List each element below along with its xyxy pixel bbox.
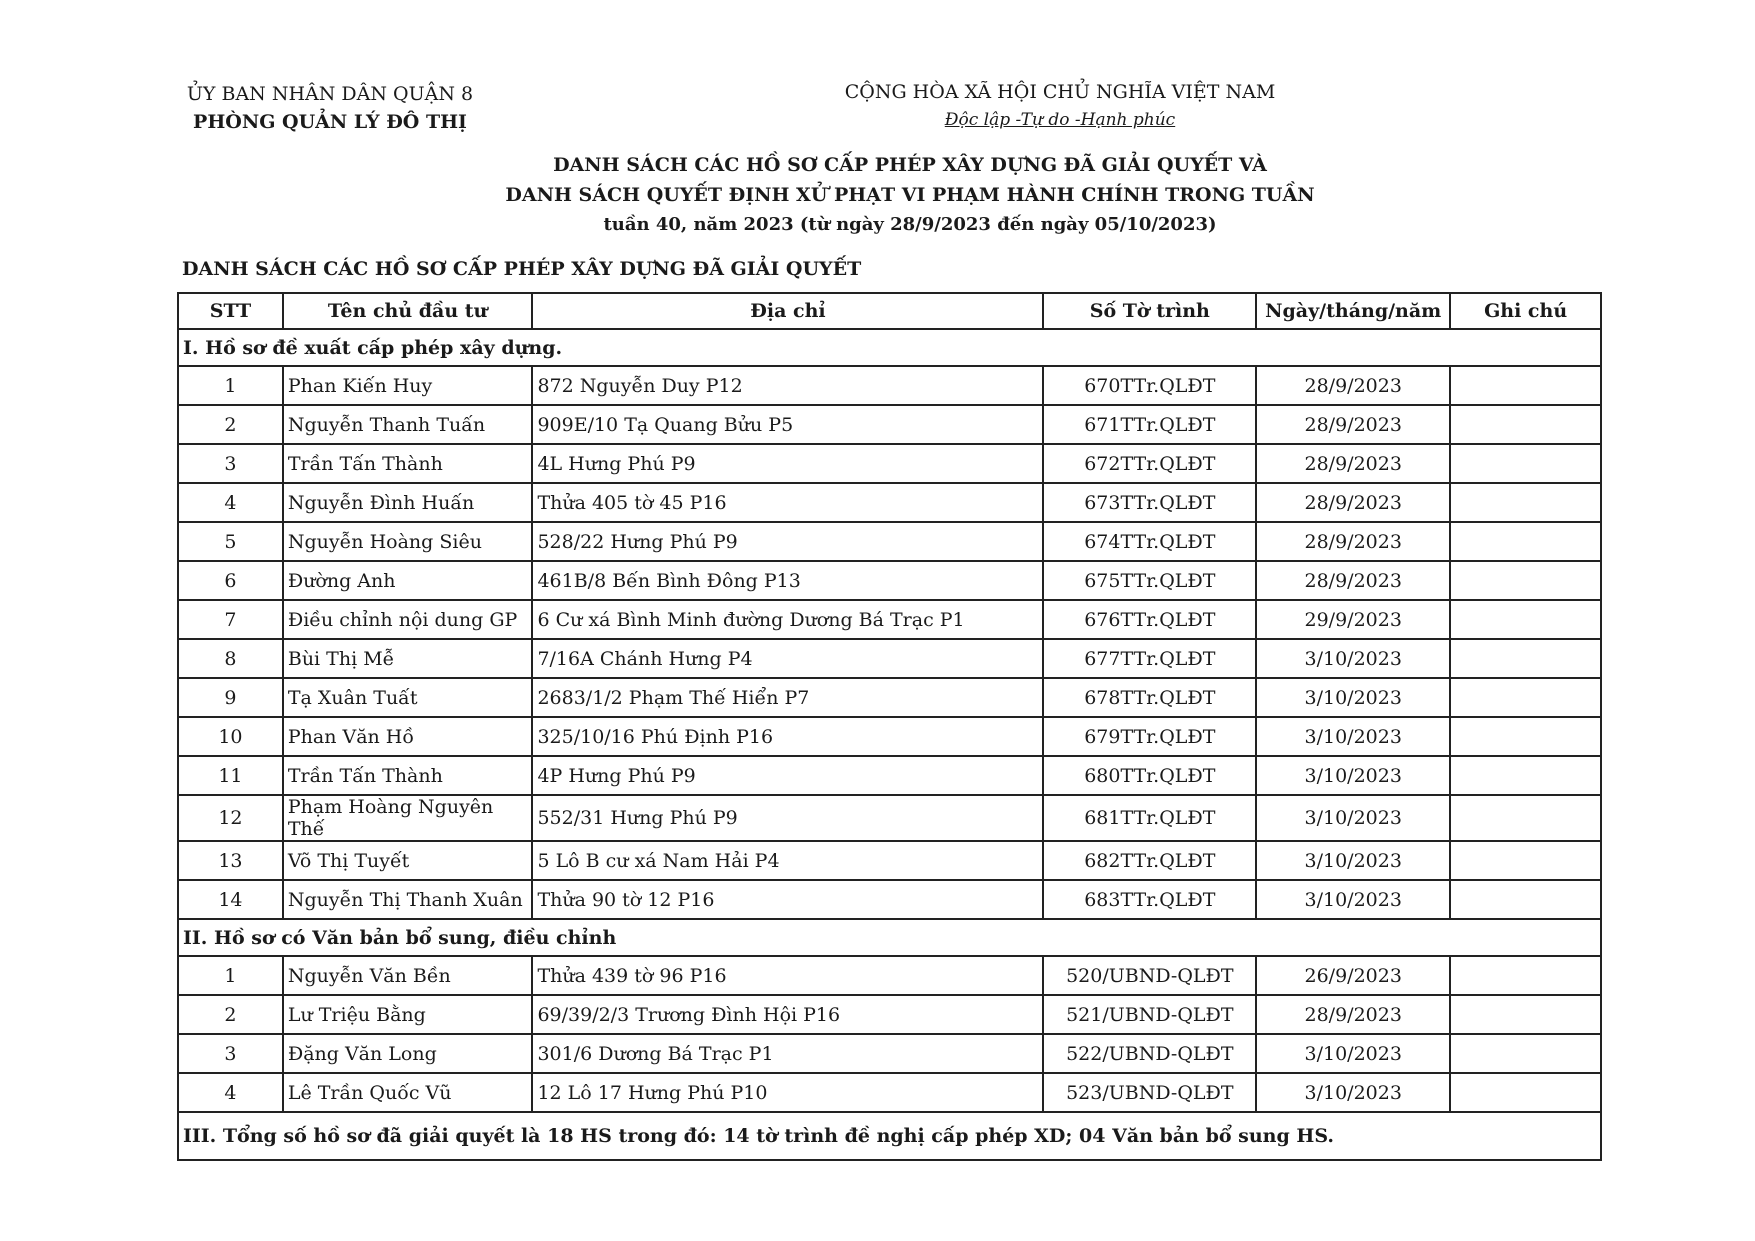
cell-stt: 3 bbox=[178, 1034, 283, 1073]
col-header-investor: Tên chủ đầu tư bbox=[283, 293, 533, 329]
cell-address: Thửa 405 tờ 45 P16 bbox=[532, 483, 1043, 522]
cell-stt: 7 bbox=[178, 600, 283, 639]
cell-investor: Nguyễn Đình Huấn bbox=[283, 483, 533, 522]
table-body bbox=[178, 329, 1601, 1160]
cell-note bbox=[1450, 756, 1601, 795]
title-line-2: DANH SÁCH QUYẾT ĐỊNH XỬ PHẠT VI PHẠM HÀNH CHÍNH TRONG TUẦN bbox=[505, 184, 1315, 206]
cell-submission-no: 675TTr.QLĐT bbox=[1043, 561, 1256, 600]
cell-date: 28/9/2023 bbox=[1256, 483, 1450, 522]
national-motto: Độc lập -Tự do -Hạnh phúc bbox=[944, 110, 1176, 130]
cell-address: Thửa 90 tờ 12 P16 bbox=[532, 880, 1043, 919]
cell-date: 3/10/2023 bbox=[1256, 756, 1450, 795]
cell-stt: 8 bbox=[178, 639, 283, 678]
cell-investor: Lư Triệu Bằng bbox=[283, 995, 533, 1034]
cell-investor: Võ Thị Tuyết bbox=[283, 841, 533, 880]
table-row bbox=[178, 956, 1601, 995]
cell-submission-no: 682TTr.QLĐT bbox=[1043, 841, 1256, 880]
table-row bbox=[178, 522, 1601, 561]
col-header-submission-no: Số Tờ trình bbox=[1043, 293, 1256, 329]
cell-address: 12 Lô 17 Hưng Phú P10 bbox=[532, 1073, 1043, 1112]
cell-stt: 4 bbox=[178, 483, 283, 522]
cell-submission-no: 522/UBND-QLĐT bbox=[1043, 1034, 1256, 1073]
cell-stt: 3 bbox=[178, 444, 283, 483]
col-header-date: Ngày/tháng/năm bbox=[1256, 293, 1450, 329]
national-header bbox=[820, 78, 1300, 134]
cell-investor: Phạm Hoàng Nguyên Thế bbox=[283, 795, 533, 841]
table-row bbox=[178, 1073, 1601, 1112]
cell-submission-no: 523/UBND-QLĐT bbox=[1043, 1073, 1256, 1112]
cell-investor: Bùi Thị Mễ bbox=[283, 639, 533, 678]
cell-address: 4P Hưng Phú P9 bbox=[532, 756, 1043, 795]
cell-note bbox=[1450, 1034, 1601, 1073]
title-line-1: DANH SÁCH CÁC HỒ SƠ CẤP PHÉP XÂY DỰNG ĐÃ GIẢI QUYẾT VÀ bbox=[553, 154, 1267, 176]
national-title: CỘNG HÒA XÃ HỘI CHỦ NGHĨA VIỆT NAM bbox=[844, 81, 1276, 103]
cell-submission-no: 676TTr.QLĐT bbox=[1043, 600, 1256, 639]
cell-submission-no: 521/UBND-QLĐT bbox=[1043, 995, 1256, 1034]
issuer-block bbox=[160, 80, 500, 136]
cell-address: 552/31 Hưng Phú P9 bbox=[532, 795, 1043, 841]
cell-date: 28/9/2023 bbox=[1256, 444, 1450, 483]
cell-investor: Điều chỉnh nội dung GP bbox=[283, 600, 533, 639]
cell-note bbox=[1450, 841, 1601, 880]
table-row bbox=[178, 795, 1601, 841]
cell-stt: 2 bbox=[178, 995, 283, 1034]
cell-submission-no: 674TTr.QLĐT bbox=[1043, 522, 1256, 561]
cell-investor: Nguyễn Thanh Tuấn bbox=[283, 405, 533, 444]
cell-address: 909E/10 Tạ Quang Bửu P5 bbox=[532, 405, 1043, 444]
cell-note bbox=[1450, 522, 1601, 561]
cell-note bbox=[1450, 561, 1601, 600]
permit-table bbox=[177, 292, 1602, 1161]
cell-stt: 10 bbox=[178, 717, 283, 756]
summary-row bbox=[178, 1112, 1601, 1160]
cell-date: 29/9/2023 bbox=[1256, 600, 1450, 639]
cell-note bbox=[1450, 717, 1601, 756]
col-header-note: Ghi chú bbox=[1450, 293, 1601, 329]
cell-address: Thửa 439 tờ 96 P16 bbox=[532, 956, 1043, 995]
table-row bbox=[178, 717, 1601, 756]
group-heading-proposals bbox=[178, 329, 1601, 366]
cell-date: 28/9/2023 bbox=[1256, 561, 1450, 600]
cell-date: 28/9/2023 bbox=[1256, 995, 1450, 1034]
table-row bbox=[178, 995, 1601, 1034]
cell-stt: 6 bbox=[178, 561, 283, 600]
cell-stt: 14 bbox=[178, 880, 283, 919]
table-header-row bbox=[178, 293, 1601, 329]
cell-note bbox=[1450, 795, 1601, 841]
cell-investor: Trần Tấn Thành bbox=[283, 756, 533, 795]
table-row bbox=[178, 678, 1601, 717]
cell-address: 325/10/16 Phú Định P16 bbox=[532, 717, 1043, 756]
cell-stt: 1 bbox=[178, 366, 283, 405]
cell-address: 872 Nguyễn Duy P12 bbox=[532, 366, 1043, 405]
cell-date: 3/10/2023 bbox=[1256, 1034, 1450, 1073]
cell-note bbox=[1450, 405, 1601, 444]
cell-date: 28/9/2023 bbox=[1256, 522, 1450, 561]
group-heading-supplements bbox=[178, 919, 1601, 956]
table-row bbox=[178, 444, 1601, 483]
cell-note bbox=[1450, 444, 1601, 483]
cell-investor: Nguyễn Hoàng Siêu bbox=[283, 522, 533, 561]
cell-date: 3/10/2023 bbox=[1256, 1073, 1450, 1112]
cell-stt: 9 bbox=[178, 678, 283, 717]
cell-date: 3/10/2023 bbox=[1256, 717, 1450, 756]
cell-note bbox=[1450, 880, 1601, 919]
summary-row-text: III. Tổng số hồ sơ đã giải quyết là 18 HS trong đó: 14 tờ trình đề nghị cấp phép XD; 04 Văn bản bổ sung HS. bbox=[178, 1112, 1601, 1160]
cell-stt: 4 bbox=[178, 1073, 283, 1112]
cell-note bbox=[1450, 600, 1601, 639]
table-row bbox=[178, 841, 1601, 880]
cell-note bbox=[1450, 1073, 1601, 1112]
cell-investor: Đường Anh bbox=[283, 561, 533, 600]
cell-submission-no: 677TTr.QLĐT bbox=[1043, 639, 1256, 678]
cell-note bbox=[1450, 678, 1601, 717]
cell-stt: 13 bbox=[178, 841, 283, 880]
group-heading-supplements-text: II. Hồ sơ có Văn bản bổ sung, điều chỉnh bbox=[178, 919, 1601, 956]
table-row bbox=[178, 639, 1601, 678]
cell-submission-no: 672TTr.QLĐT bbox=[1043, 444, 1256, 483]
cell-investor: Nguyễn Văn Bền bbox=[283, 956, 533, 995]
col-header-address: Địa chỉ bbox=[532, 293, 1043, 329]
cell-investor: Phan Văn Hồ bbox=[283, 717, 533, 756]
cell-address: 69/39/2/3 Trương Đình Hội P16 bbox=[532, 995, 1043, 1034]
cell-submission-no: 678TTr.QLĐT bbox=[1043, 678, 1256, 717]
cell-investor: Phan Kiến Huy bbox=[283, 366, 533, 405]
table-row bbox=[178, 366, 1601, 405]
cell-note bbox=[1450, 956, 1601, 995]
cell-investor: Tạ Xuân Tuất bbox=[283, 678, 533, 717]
cell-stt: 2 bbox=[178, 405, 283, 444]
cell-date: 3/10/2023 bbox=[1256, 795, 1450, 841]
cell-address: 5 Lô B cư xá Nam Hải P4 bbox=[532, 841, 1043, 880]
title-period: tuần 40, năm 2023 (từ ngày 28/9/2023 đến ngày 05/10/2023) bbox=[603, 214, 1217, 235]
cell-note bbox=[1450, 483, 1601, 522]
cell-submission-no: 683TTr.QLĐT bbox=[1043, 880, 1256, 919]
table-row bbox=[178, 1034, 1601, 1073]
cell-note bbox=[1450, 995, 1601, 1034]
cell-submission-no: 681TTr.QLĐT bbox=[1043, 795, 1256, 841]
table-row bbox=[178, 756, 1601, 795]
cell-date: 3/10/2023 bbox=[1256, 841, 1450, 880]
table-row bbox=[178, 880, 1601, 919]
cell-submission-no: 673TTr.QLĐT bbox=[1043, 483, 1256, 522]
table-row bbox=[178, 600, 1601, 639]
cell-date: 3/10/2023 bbox=[1256, 639, 1450, 678]
issuer-department: PHÒNG QUẢN LÝ ĐÔ THỊ bbox=[193, 111, 467, 133]
cell-date: 28/9/2023 bbox=[1256, 405, 1450, 444]
section-title: DANH SÁCH CÁC HỒ SƠ CẤP PHÉP XÂY DỰNG ĐÃ GIẢI QUYẾT bbox=[182, 258, 862, 280]
cell-submission-no: 680TTr.QLĐT bbox=[1043, 756, 1256, 795]
cell-stt: 5 bbox=[178, 522, 283, 561]
cell-address: 528/22 Hưng Phú P9 bbox=[532, 522, 1043, 561]
cell-note bbox=[1450, 366, 1601, 405]
cell-submission-no: 679TTr.QLĐT bbox=[1043, 717, 1256, 756]
cell-date: 26/9/2023 bbox=[1256, 956, 1450, 995]
cell-address: 4L Hưng Phú P9 bbox=[532, 444, 1043, 483]
issuer-name: ỦY BAN NHÂN DÂN QUẬN 8 bbox=[186, 83, 474, 105]
cell-submission-no: 670TTr.QLĐT bbox=[1043, 366, 1256, 405]
cell-address: 7/16A Chánh Hưng P4 bbox=[532, 639, 1043, 678]
cell-investor: Lê Trần Quốc Vũ bbox=[283, 1073, 533, 1112]
cell-investor: Đặng Văn Long bbox=[283, 1034, 533, 1073]
cell-note bbox=[1450, 639, 1601, 678]
document-title bbox=[360, 150, 1460, 240]
col-header-stt: STT bbox=[178, 293, 283, 329]
cell-stt: 11 bbox=[178, 756, 283, 795]
cell-stt: 12 bbox=[178, 795, 283, 841]
cell-submission-no: 671TTr.QLĐT bbox=[1043, 405, 1256, 444]
cell-stt: 1 bbox=[178, 956, 283, 995]
cell-address: 2683/1/2 Phạm Thế Hiển P7 bbox=[532, 678, 1043, 717]
cell-address: 6 Cư xá Bình Minh đường Dương Bá Trạc P1 bbox=[532, 600, 1043, 639]
cell-investor: Nguyễn Thị Thanh Xuân bbox=[283, 880, 533, 919]
cell-investor: Trần Tấn Thành bbox=[283, 444, 533, 483]
table-row bbox=[178, 405, 1601, 444]
cell-address: 301/6 Dương Bá Trạc P1 bbox=[532, 1034, 1043, 1073]
cell-submission-no: 520/UBND-QLĐT bbox=[1043, 956, 1256, 995]
table-row bbox=[178, 483, 1601, 522]
cell-address: 461B/8 Bến Bình Đông P13 bbox=[532, 561, 1043, 600]
table-row bbox=[178, 561, 1601, 600]
cell-date: 3/10/2023 bbox=[1256, 678, 1450, 717]
group-heading-proposals-text: I. Hồ sơ đề xuất cấp phép xây dựng. bbox=[178, 329, 1601, 366]
cell-date: 28/9/2023 bbox=[1256, 366, 1450, 405]
cell-date: 3/10/2023 bbox=[1256, 880, 1450, 919]
